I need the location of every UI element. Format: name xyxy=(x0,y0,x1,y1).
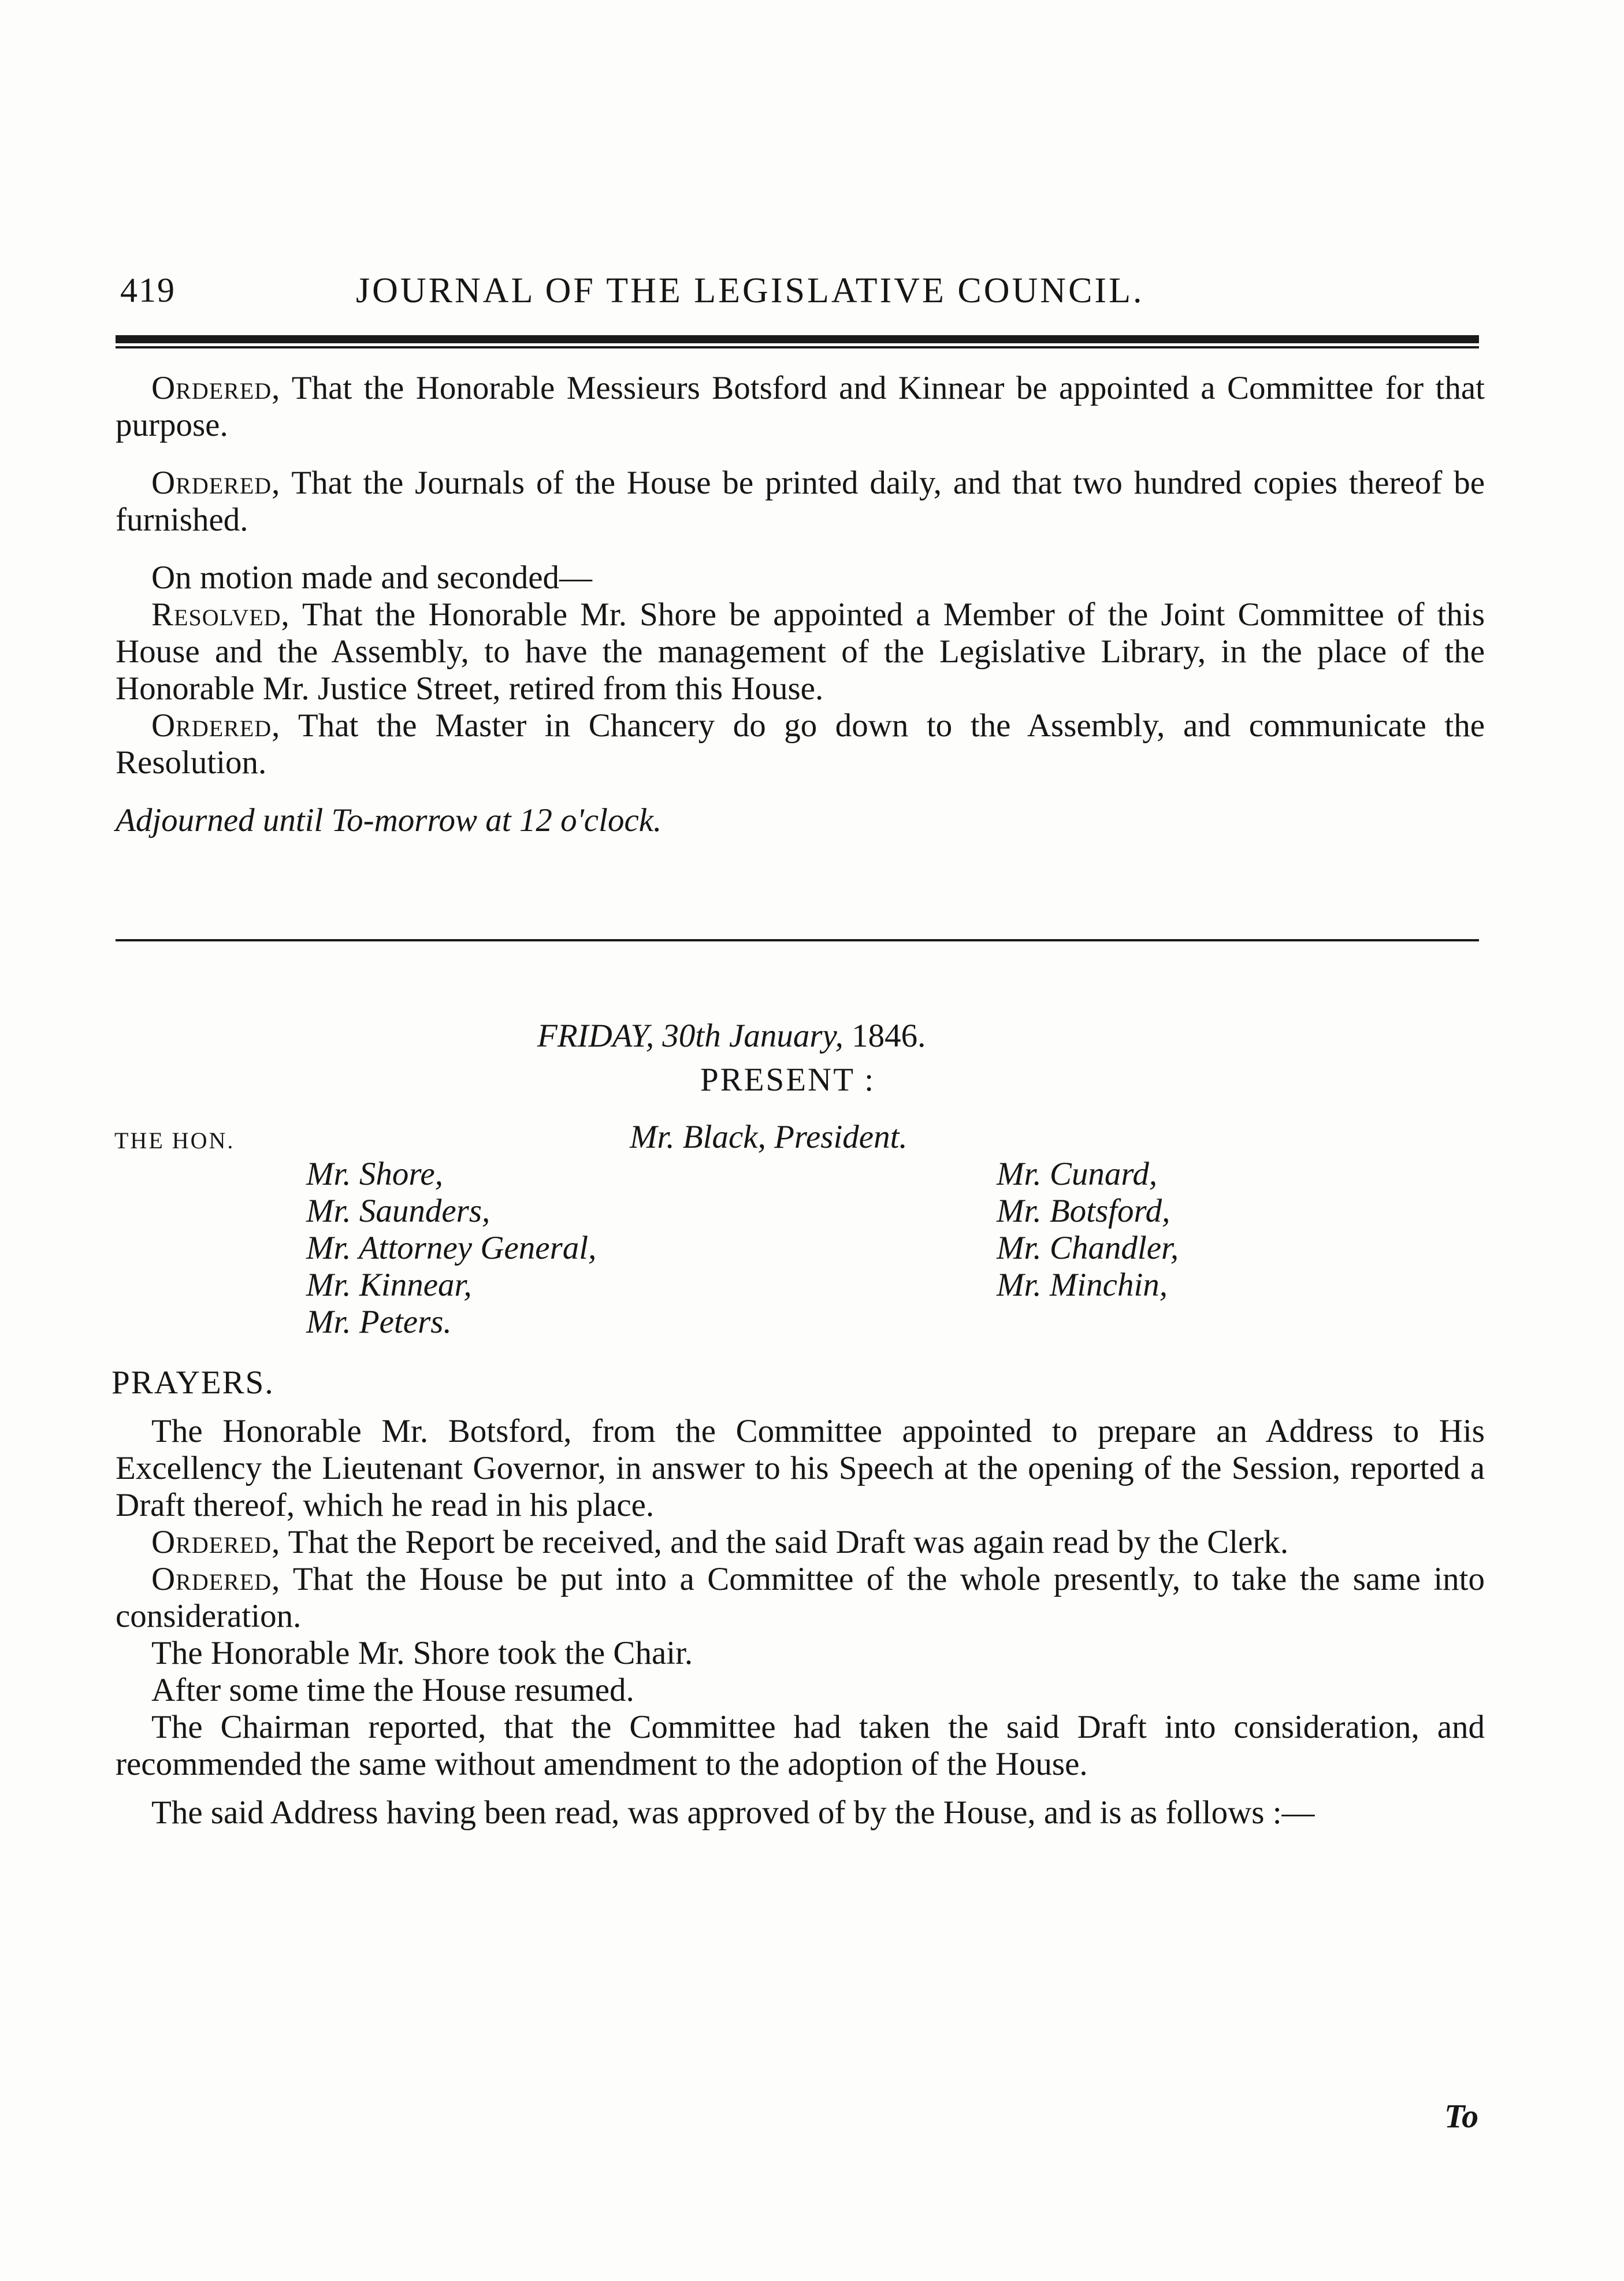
member-name: Mr. Shore, xyxy=(306,1156,443,1192)
paragraph-resolved: Resolved, That the Honorable Mr. Shore be appointed a Member of the Joint Committee of this House and the Assembly, to have the management of the Legislative Library, in the place of the Honorable Mr. Justice Street, retired from this House. xyxy=(116,596,1485,707)
prayers-heading: PRAYERS. xyxy=(112,1364,274,1401)
catchword: To xyxy=(1444,2097,1479,2135)
header-rule xyxy=(116,335,1479,348)
the-hon-label: THE HON. xyxy=(114,1127,235,1154)
paragraph-chair: The Honorable Mr. Shore took the Chair. xyxy=(151,1635,693,1671)
member-name: Mr. Botsford, xyxy=(997,1193,1170,1229)
paragraph-resumed: After some time the House resumed. xyxy=(151,1672,634,1708)
members-right-column xyxy=(997,1156,1179,1304)
paragraph-ordered-journals: Ordered, That the Journals of the House be printed daily, and that two hundred copies thereof be furnished. xyxy=(116,465,1485,538)
paragraph-address-approved: The said Address having been read, was approved of by the House, and is as follows :— xyxy=(151,1794,1315,1831)
paragraph-ordered-master: Ordered, That the Master in Chancery do go down to the Assembly, and communicate the Resolution. xyxy=(116,707,1485,781)
present-heading: PRESENT : xyxy=(700,1062,876,1098)
running-head: JOURNAL OF THE LEGISLATIVE COUNCIL. xyxy=(356,271,1144,310)
members-left-column xyxy=(306,1156,596,1341)
member-name: Mr. Minchin, xyxy=(997,1267,1168,1303)
page-header xyxy=(116,270,1485,322)
paragraph-ordered-committee-whole: Ordered, That the House be put into a Committee of the whole presently, to take the same into consideration. xyxy=(116,1561,1485,1634)
member-name: Mr. Attorney General, xyxy=(306,1230,597,1266)
adjournment-note: Adjourned until To-morrow at 12 o'clock. xyxy=(116,802,662,839)
top-section xyxy=(116,370,1485,839)
paragraph-chairman-report: The Chairman reported, that the Committee had taken the said Draft into consideration, and recommended the same without amendment to the adoption of the House. xyxy=(116,1709,1485,1782)
section-rule xyxy=(116,939,1479,941)
proceedings-section xyxy=(116,1413,1485,1831)
page-number: 419 xyxy=(120,271,176,309)
paragraph-motion: On motion made and seconded— xyxy=(151,559,592,596)
member-name: Mr. Peters. xyxy=(306,1304,452,1340)
paragraph-ordered-committee: Ordered, That the Honorable Messieurs Botsford and Kinnear be appointed a Committee for that purpose. xyxy=(116,370,1485,443)
sitting-date: FRIDAY, 30th January, 1846. xyxy=(537,1018,926,1054)
paragraph-botsford-report: The Honorable Mr. Botsford, from the Committee appointed to prepare an Address to His Excellency the Lieutenant Governor, in answer to his Speech at the opening of the Session, reported a Draft thereof, which he read in his place. xyxy=(116,1413,1485,1523)
paragraph-ordered-report: Ordered, That the Report be received, and the said Draft was again read by the Clerk. xyxy=(151,1524,1289,1560)
member-name: Mr. Chandler, xyxy=(997,1230,1179,1266)
president-line: Mr. Black, President. xyxy=(630,1119,908,1155)
member-name: Mr. Kinnear, xyxy=(306,1267,472,1303)
member-name: Mr. Saunders, xyxy=(306,1193,490,1229)
member-name: Mr. Cunard, xyxy=(997,1156,1158,1192)
